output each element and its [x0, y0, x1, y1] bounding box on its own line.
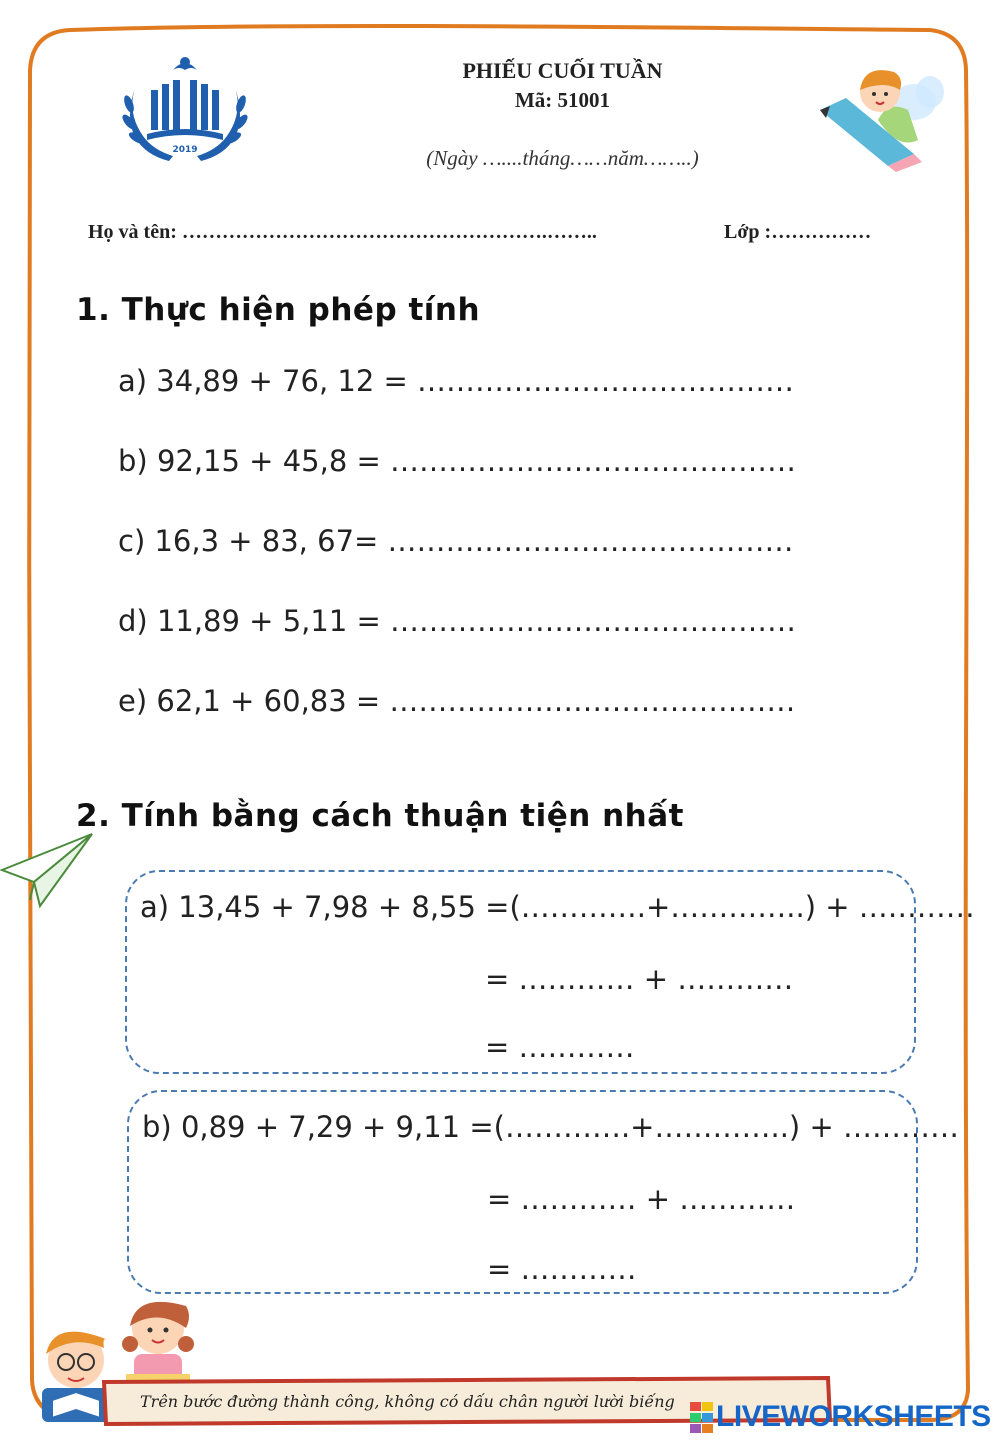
student-name-field[interactable]: Họ và tên: ……………………………………………….……..: [88, 221, 597, 243]
exercise-2a-line-1[interactable]: a) 13,45 + 7,98 + 8,55 =(………….+…………..) + …………: [140, 890, 975, 924]
school-logo: [115, 48, 255, 168]
worksheet-code: Mã: 51001: [514, 88, 611, 112]
date-line: (Ngày …....tháng……năm……..): [426, 146, 699, 170]
fairy-pencil-illustration: [818, 62, 948, 172]
liveworksheets-logo-icon: [690, 1402, 714, 1434]
exercise-1b[interactable]: b) 92,15 + 45,8 = ……………………………………: [118, 444, 797, 478]
exercise-2b-line-1[interactable]: b) 0,89 + 7,29 + 9,11 =(………….+…………..) + …………: [142, 1110, 959, 1144]
exercise-2b-line-3[interactable]: = …………: [487, 1252, 637, 1286]
exercise-1c[interactable]: c) 16,3 + 83, 67= ……………………………………: [118, 524, 794, 558]
section-1-title: 1. Thực hiện phép tính: [76, 292, 481, 328]
student-class-field[interactable]: Lớp :……………: [724, 221, 872, 243]
motto-text: Trên bước đường thành công, không có dấu chân người lười biếng: [140, 1392, 675, 1411]
exercise-1e[interactable]: e) 62,1 + 60,83 = ……………………………………: [118, 684, 796, 718]
exercise-1d[interactable]: d) 11,89 + 5,11 = ……………………………………: [118, 604, 797, 638]
logo-year: 2019: [172, 145, 198, 155]
exercise-2a-line-2[interactable]: = ………… + …………: [485, 962, 794, 996]
exercise-2a-line-3[interactable]: = …………: [485, 1030, 635, 1064]
exercise-1a[interactable]: a) 34,89 + 76, 12 = …………………………………: [118, 364, 795, 398]
section-2-title: 2. Tính bằng cách thuận tiện nhất: [76, 798, 684, 834]
liveworksheets-watermark[interactable]: LIVEWORKSHEETS: [716, 1400, 991, 1433]
exercise-2b-line-2[interactable]: = ………… + …………: [487, 1182, 796, 1216]
worksheet-title: PHIẾU CUỐI TUẦN: [462, 58, 663, 83]
paper-plane-illustration: [0, 830, 96, 910]
